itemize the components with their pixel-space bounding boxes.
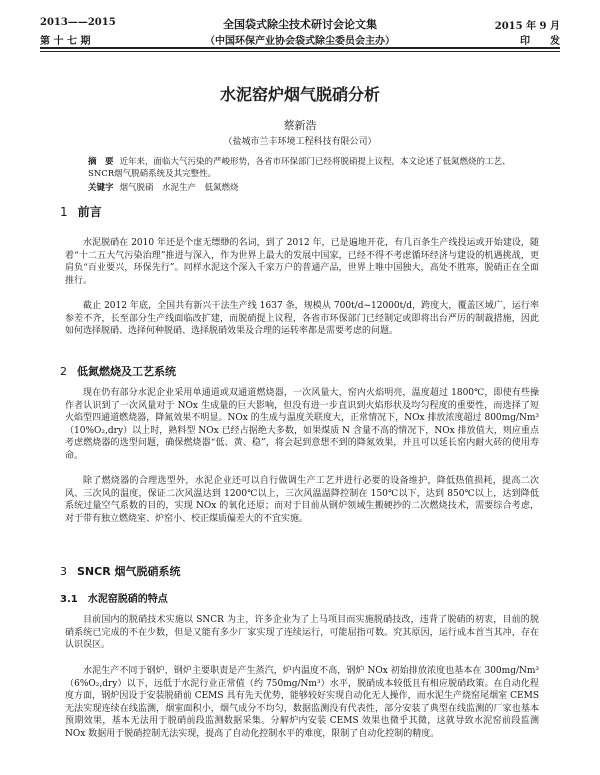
abstract xyxy=(88,156,518,180)
keywords xyxy=(88,182,518,194)
keywords-text: 烟气脱硝 水泥生产 低氮燃烧 xyxy=(119,183,239,193)
header-center-top: 全国袋式除尘技术研讨会论文集 xyxy=(223,18,377,31)
paragraph: 目前国内的脱硝技术实施以 SNCR 为主，许多企业为了上马项目而实施脱硝技改，违背了脱硝的初衷，目前的脱硝系统已完成的不在少数，但是又能有多少厂家实现了连续运行，可能屈指可数。究其原因，运行成本首当其冲，存在认识误区。 xyxy=(65,615,539,651)
section-number: 3.1 xyxy=(60,594,78,605)
section-number: 3 xyxy=(60,565,67,578)
section-heading xyxy=(60,203,102,220)
section-heading xyxy=(60,363,176,379)
page-title: 水泥窑炉烟气脱硝分析 xyxy=(219,85,380,104)
section-heading xyxy=(60,563,181,579)
header-right-top: 2015 年 9 月 xyxy=(494,21,560,32)
keywords-label: 关键字 xyxy=(88,183,114,193)
affiliation: （盐城市兰丰环境工程科技有限公司） xyxy=(223,137,377,147)
header-rule-thick xyxy=(40,47,560,49)
section-number: 1 xyxy=(60,205,68,219)
header-left-bottom: 第 十 七 期 xyxy=(40,36,91,47)
paragraph: 水泥脱硝在 2010 年还是个虚无缥缈的名词，到了 2012 年，已是遍地开花，有几百条生产线投运或开始建设，随着“十二五大气污染治理”推进与深入，作为世界上最大的发展中国家，已经不得不考虑循环经济与建设的机遇挑战，更肩负“百业要兴，环保先行”。同样水泥这个深入千家万户的普通产品，世界上唯中国独大，高处不胜寒，脱硝正在全面推行。 xyxy=(65,238,539,286)
paragraph: 现在仍有部分水泥企业采用单通道或双通道燃烧器，一次风量大，窑内火焰明亮，温度超过 1800℃，即使有些操作者认识到了一次风量对于 NOx 生成量的巨大影响，但没有进一步直识到火焰形状及均匀程度的重要性，而选择了短火焰型四通道燃烧器，降氮效果不明显。NOx 的生成与温度关联度大，正常情况下，NOx 排放浓度超过 800mg/Nm³（10%O₂,dry）以上时，熟料型 NOx 已经占据绝大多数，如果煤质 N 含量不高的情况下，NOx 排放值大，则应重点考虑燃烧器的选型问题，确保燃烧器“低、黄、稳”，将会起到意想不到的降氮效果，并且可以延长窑内耐火砖的使用寿命。 xyxy=(65,388,539,461)
section-title: 低氮燃烧及工艺系统 xyxy=(77,365,176,378)
header-center-bottom: （中国环保产业协会袋式除尘委员会主办） xyxy=(205,36,395,47)
paragraph: 水泥生产不同于钢炉，钢炉主要职责是产生蒸汽，炉内温度不高，钢炉 NOx 初始排放浓度也基本在 300mg/Nm³（6%O₂,dry）以下，远低于水泥行业正常值（约 750mg/Nm³）水平，脱硝成本较低且有相应脱硝政策。在自动化程度方面，钢炉因设于安装脱硝前 CEMS 具有先天优势，能够较好实现自动化无人操作，而水泥生产烧窑尾烟室 CEMS 无法实现连续在线监测，烟室面积小，烟气成分不均匀，数据监测没有代表性，部分安装了典型在线监测的厂家也基本预期效果，基本无法用于脱硝前段监测数据采集。分解炉内安装 CEMS 效果也微乎其微，这就导致水泥窑前段监测 NOx 数据用于脱硝控制无法实现，提高了自动化控制水平的难度，限制了自动化控制的精度。 xyxy=(65,666,539,739)
section-title: 前言 xyxy=(77,205,102,219)
header-rule-thin xyxy=(40,51,560,52)
abstract-label: 摘 要 xyxy=(88,157,114,167)
section-number: 2 xyxy=(60,365,67,378)
author: 蔡新浩 xyxy=(283,119,317,132)
paragraph: 截止 2012 年底，全国共有新兴干法生产线 1637 条，规模从 700t/d~12000t/d，跨度大，覆盖区域广，运行率参差不齐，长至部分生产线面临改扩建，而脱硝提上议程，各省市环保部门已经制定或即将出台严厉的制裁措施，因此如何选择脱硝、选择何种脱硝、选择脱硝效果及合理的运转率都是需要考虑的问题。 xyxy=(65,301,539,337)
abstract-text: 近年来，面临大气污染的严峻形势，各省市环保部门已经将脱硝提上议程，本文论述了低氮燃烧的工艺、SNCR烟气脱硝系统及其完整性。 xyxy=(88,157,511,179)
section-title: 水泥窑脱硝的特点 xyxy=(87,594,168,605)
header-right-bottom: 印 发 xyxy=(520,36,560,47)
section-title: SNCR 烟气脱硝系统 xyxy=(77,565,181,578)
paragraph: 除了燃烧器的合理选型外，水泥企业还可以自行做调生产工艺并进行必要的设备维护，降低热值损耗，提高二次风、三次风的温度，保证二次风温达到 1200℃以上，三次风温温降控制在 150℃以下，达到 850℃以上，达到降低系统过量空气系数的目的，实现 NOx 的氧化还原；而对于目前从钢炉领域生搬硬抄的二次燃烧技术，需要综合考虑，对于带有独立燃烧室、炉窑小、校正煤质偏差大的不宜实施。 xyxy=(65,476,539,524)
subsection-heading xyxy=(60,590,168,605)
header-left-top: 2013——2015 xyxy=(40,17,116,28)
